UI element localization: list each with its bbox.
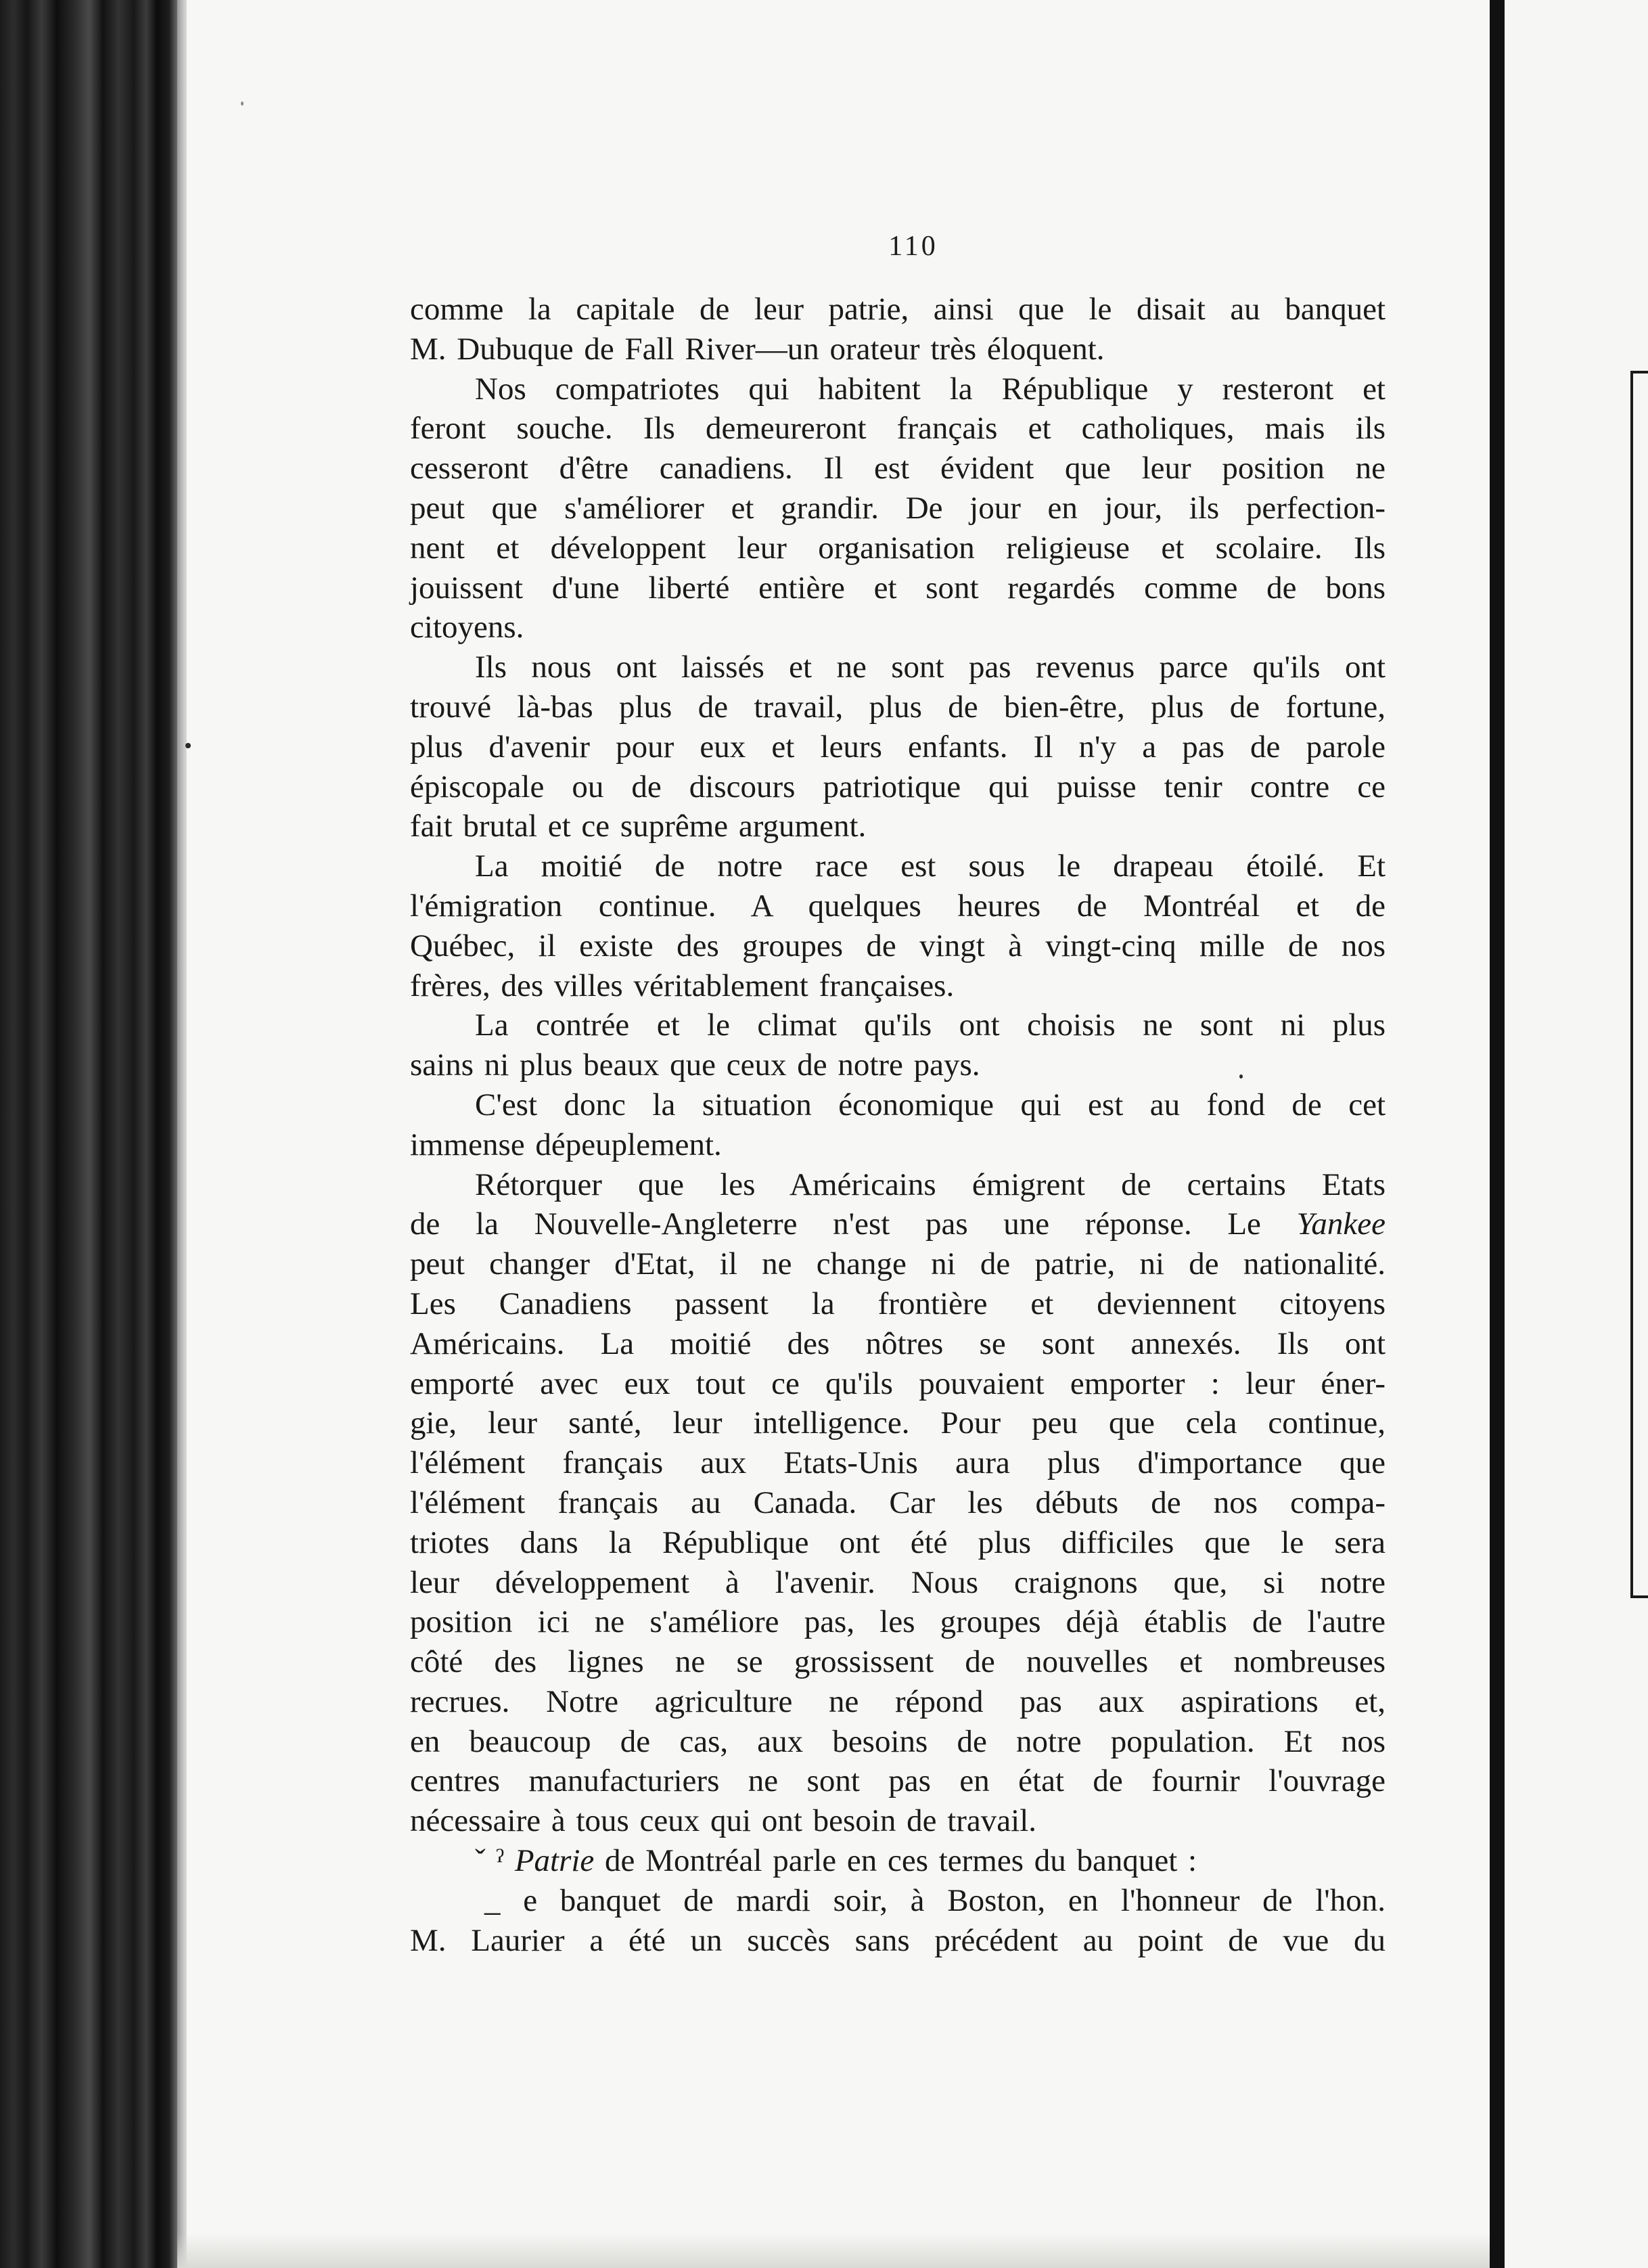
text-line: trouvé là-bas plus de travail, plus de bien-être, plus de fortune, bbox=[410, 689, 1386, 725]
text-line: l'émigration continue. A quelques heures de Montréal et de bbox=[410, 888, 1386, 924]
text-line: M. Dubuque de Fall River—un orateur très éloquent. bbox=[410, 331, 1105, 367]
text-line: position ici ne s'améliore pas, les groupes déjà établis de l'autre bbox=[410, 1604, 1386, 1640]
text-line: nécessaire à tous ceux qui ont besoin de travail. bbox=[410, 1803, 1037, 1839]
text-line: leur développement à l'avenir. Nous craignons que, si notre bbox=[410, 1564, 1386, 1600]
text-fragment: de Montréal parle en ces termes du banquet : bbox=[605, 1843, 1197, 1879]
text-line: triotes dans la République ont été plus difficiles que le sera bbox=[410, 1524, 1386, 1560]
text-line: fait brutal et ce suprême argument. bbox=[410, 809, 867, 844]
text-fragment: de la Nouvelle-Angleterre n'est pas une réponse. Le bbox=[410, 1206, 1261, 1242]
text-line: peut que s'améliorer et grandir. De jour en jour, ils perfection- bbox=[410, 490, 1386, 526]
speck-mark bbox=[185, 743, 191, 748]
text-line bbox=[410, 1204, 1386, 1244]
text-line: jouissent d'une liberté entière et sont regardés comme de bons bbox=[410, 570, 1386, 606]
text-line: La contrée et le climat qu'ils ont choisis ne sont ni plus bbox=[475, 1007, 1386, 1043]
text-line: centres manufacturiers ne sont pas en état de fournir l'ouvrage bbox=[410, 1763, 1386, 1799]
text-line: emporté avec eux tout ce qu'ils pouvaient emporter : leur éner- bbox=[410, 1365, 1386, 1401]
body-text bbox=[410, 290, 1386, 1960]
italic-word: Patrie bbox=[514, 1843, 595, 1879]
text-line: sains ni plus beaux que ceux de notre pays. bbox=[410, 1047, 980, 1083]
text-line: citoyens. bbox=[410, 610, 524, 645]
page-shadow bbox=[177, 2233, 1490, 2268]
text-line: Ils nous ont laissés et ne sont pas revenus parce qu'ils ont bbox=[475, 650, 1386, 685]
text-line: _ e banquet de mardi soir, à Boston, en l'honneur de l'hon. bbox=[484, 1882, 1386, 1918]
page-number: 110 bbox=[888, 231, 938, 262]
text-line: C'est donc la situation économique qui est au fond de cet bbox=[475, 1087, 1386, 1122]
text-line: peut changer d'Etat, il ne change ni de patrie, ni de nationalité. bbox=[410, 1246, 1386, 1282]
text-line: côté des lignes ne se grossissent de nouvelles et nombreuses bbox=[410, 1644, 1386, 1680]
text-line: gie, leur santé, leur intelligence. Pour peu que cela continue, bbox=[410, 1405, 1386, 1441]
text-line: Américains. La moitié des nôtres se sont annexés. Ils ont bbox=[410, 1325, 1386, 1361]
text-line: Les Canadiens passent la frontière et deviennent citoyens bbox=[410, 1286, 1386, 1321]
text-line: l'élément français aux Etats-Unis aura plus d'importance que bbox=[410, 1445, 1386, 1481]
adjacent-page-frame bbox=[1630, 371, 1648, 1598]
speck-mark bbox=[241, 101, 244, 106]
italic-word: Yankee bbox=[1296, 1206, 1386, 1242]
text-line: plus d'avenir pour eux et leurs enfants. Il n'y a pas de parole bbox=[410, 729, 1386, 765]
text-line: épiscopale ou de discours patriotique qui puisse tenir contre ce bbox=[410, 769, 1386, 804]
text-line: M. Laurier a été un succès sans précédent au point de vue du bbox=[410, 1922, 1386, 1958]
text-line: en beaucoup de cas, aux besoins de notre population. Et nos bbox=[410, 1723, 1386, 1759]
text-line: frères, des villes véritablement françaises. bbox=[410, 968, 955, 1003]
text-line: Nos compatriotes qui habitent la République y resteront et bbox=[475, 371, 1386, 407]
text-line: Rétorquer que les Américains émigrent de certains Etats bbox=[475, 1166, 1386, 1202]
page-gutter bbox=[1490, 0, 1505, 2268]
text-line: immense dépeuplement. bbox=[410, 1127, 722, 1162]
text-line: comme la capitale de leur patrie, ainsi que le disait au banquet bbox=[410, 292, 1386, 327]
text-line: cesseront d'être canadiens. Il est évident que leur position ne bbox=[410, 451, 1386, 486]
text-line: l'élément français au Canada. Car les débuts de nos compa- bbox=[410, 1484, 1386, 1520]
text-line: feront souche. Ils demeureront français et catholiques, mais ils bbox=[410, 411, 1386, 447]
text-line: La moitié de notre race est sous le drapeau étoilé. Et bbox=[475, 848, 1386, 884]
adjacent-page bbox=[1505, 0, 1648, 2268]
text-line bbox=[410, 1841, 1386, 1881]
book-binding bbox=[0, 0, 177, 2268]
text-line: recrues. Notre agriculture ne répond pas aux aspirations et, bbox=[410, 1683, 1386, 1719]
damaged-glyph: ˇ ˀ bbox=[475, 1843, 505, 1879]
binding-edge bbox=[177, 0, 187, 2268]
text-line: nent et développent leur organisation religieuse et scolaire. Ils bbox=[410, 530, 1386, 566]
text-line: Québec, il existe des groupes de vingt à vingt-cinq mille de nos bbox=[410, 928, 1386, 963]
